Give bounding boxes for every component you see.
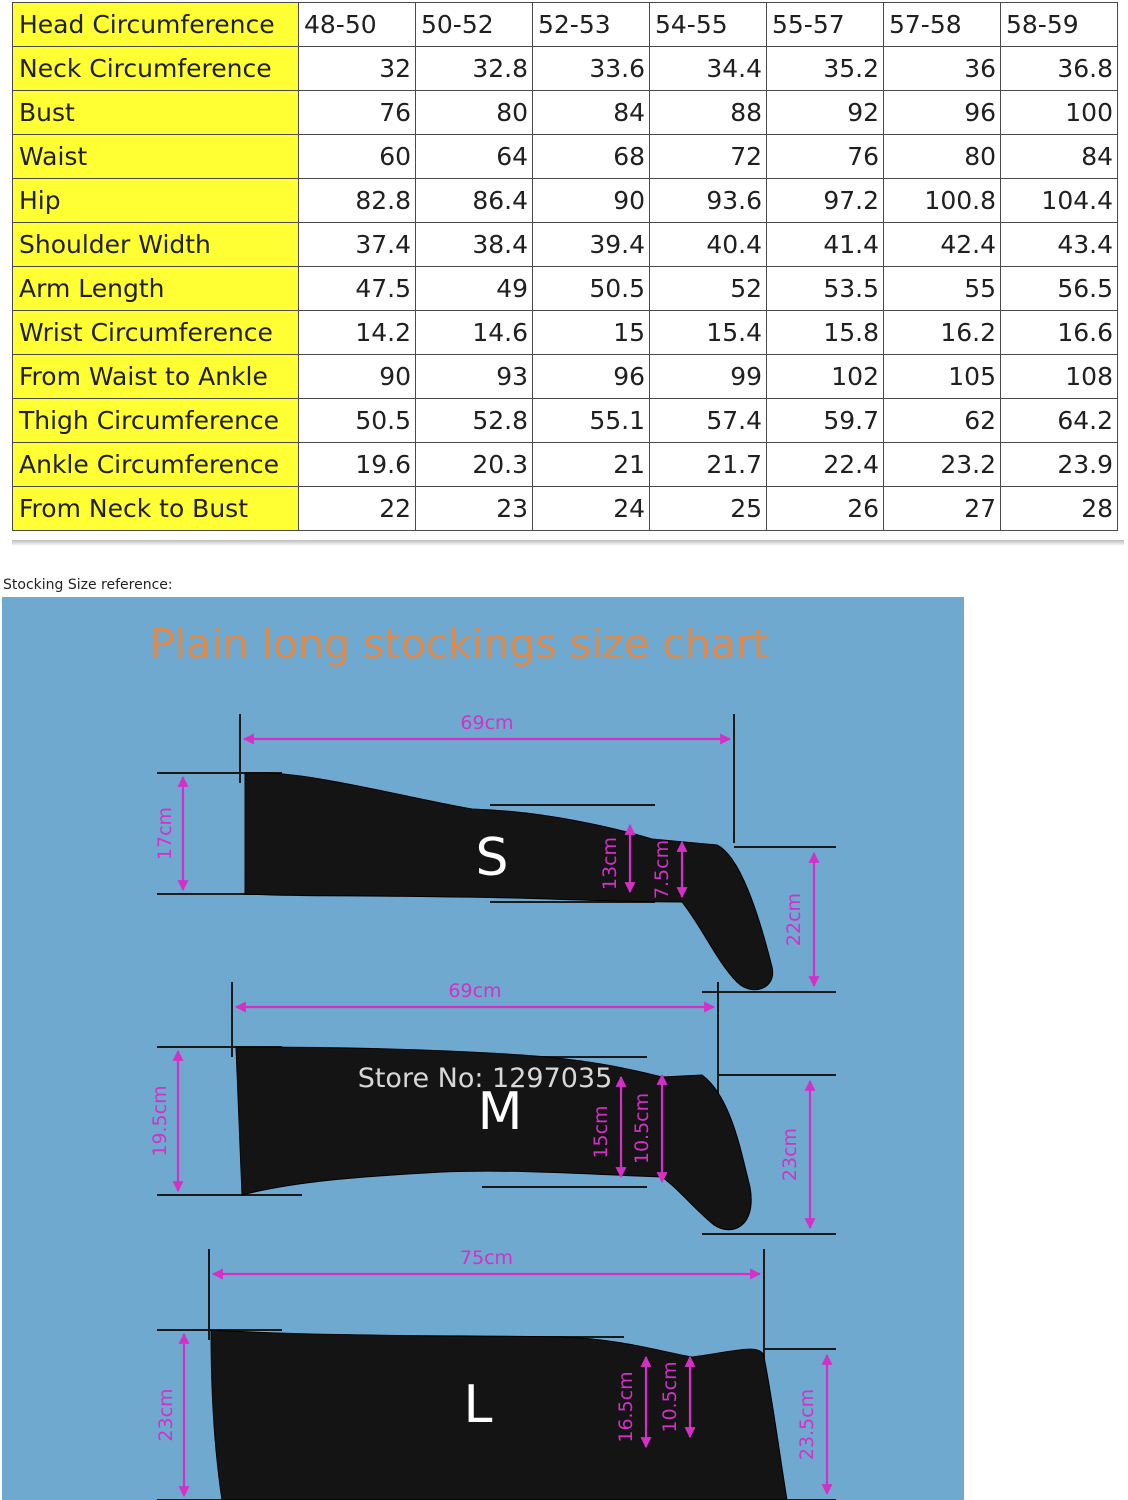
size-header-cell: 48-50	[299, 3, 416, 47]
size-letter: S	[475, 828, 509, 888]
table-cell: 32.8	[416, 47, 533, 91]
stocking-reference-label: Stocking Size reference:	[3, 577, 173, 593]
table-cell: 22	[299, 487, 416, 531]
table-cell: 93.6	[650, 179, 767, 223]
table-cell: 36.8	[1001, 47, 1118, 91]
row-label: Bust	[13, 91, 299, 135]
length-label: 69cm	[460, 712, 514, 734]
table-cell: 20.3	[416, 443, 533, 487]
thigh-width-label: 15cm	[590, 1105, 612, 1159]
table-cell: 24	[533, 487, 650, 531]
row-label: Head Circumference	[13, 3, 299, 47]
table-cell: 21.7	[650, 443, 767, 487]
table-cell: 59.7	[767, 399, 884, 443]
table-cell: 76	[767, 135, 884, 179]
row-label: Shoulder Width	[13, 223, 299, 267]
size-letter: L	[463, 1375, 493, 1435]
length-label: 75cm	[459, 1247, 514, 1269]
ankle-width-label: 7.5cm	[651, 839, 673, 900]
row-label: From Neck to Bust	[13, 487, 299, 531]
table-cell: 55	[884, 267, 1001, 311]
table-row	[13, 223, 1118, 267]
length-label: 69cm	[448, 980, 502, 1002]
table-cell: 15	[533, 311, 650, 355]
table-cell: 84	[533, 91, 650, 135]
table-cell: 25	[650, 487, 767, 531]
table-cell: 93	[416, 355, 533, 399]
top-width-label: 23cm	[155, 1388, 177, 1442]
row-label: From Waist to Ankle	[13, 355, 299, 399]
store-watermark: Store No: 1297035	[357, 1063, 613, 1094]
table-cell: 100	[1001, 91, 1118, 135]
size-letter: M	[477, 1082, 523, 1142]
table-cell: 55.1	[533, 399, 650, 443]
table-cell: 21	[533, 443, 650, 487]
table-cell: 76	[299, 91, 416, 135]
table-cell: 23	[416, 487, 533, 531]
table-cell: 57.4	[650, 399, 767, 443]
ankle-width-label: 10.5cm	[631, 1092, 653, 1165]
table-row	[13, 355, 1118, 399]
table-cell: 64.2	[1001, 399, 1118, 443]
table-cell: 19.6	[299, 443, 416, 487]
table-cell: 84	[1001, 135, 1118, 179]
table-cell: 43.4	[1001, 223, 1118, 267]
table-cell: 96	[884, 91, 1001, 135]
table-cell: 80	[416, 91, 533, 135]
row-label: Thigh Circumference	[13, 399, 299, 443]
ankle-width-label: 10.5cm	[659, 1361, 681, 1433]
table-row	[13, 135, 1118, 179]
table-shadow	[12, 540, 1124, 546]
stocking-diagram	[2, 597, 964, 1500]
table-row	[13, 443, 1118, 487]
table-row	[13, 487, 1118, 531]
row-label: Waist	[13, 135, 299, 179]
table-cell: 108	[1001, 355, 1118, 399]
table-cell: 72	[650, 135, 767, 179]
size-header-cell: 57-58	[884, 3, 1001, 47]
table-cell: 37.4	[299, 223, 416, 267]
top-width-label: 19.5cm	[149, 1085, 171, 1157]
size-header-cell: 54-55	[650, 3, 767, 47]
table-row	[13, 179, 1118, 223]
size-header-cell: 58-59	[1001, 3, 1118, 47]
table-cell: 105	[884, 355, 1001, 399]
table-cell: 62	[884, 399, 1001, 443]
table-cell: 96	[533, 355, 650, 399]
table-cell: 99	[650, 355, 767, 399]
table-cell: 23.9	[1001, 443, 1118, 487]
table-cell: 64	[416, 135, 533, 179]
table-cell: 40.4	[650, 223, 767, 267]
row-label: Ankle Circumference	[13, 443, 299, 487]
table-cell: 86.4	[416, 179, 533, 223]
table-cell: 80	[884, 135, 1001, 179]
table-row	[13, 399, 1118, 443]
table-cell: 28	[1001, 487, 1118, 531]
size-header-cell: 55-57	[767, 3, 884, 47]
table-cell: 52.8	[416, 399, 533, 443]
table-cell: 88	[650, 91, 767, 135]
table-cell: 38.4	[416, 223, 533, 267]
chart-title: Plain long stockings size chart	[150, 620, 769, 668]
table-cell: 53.5	[767, 267, 884, 311]
table-cell: 22.4	[767, 443, 884, 487]
row-label: Arm Length	[13, 267, 299, 311]
table-cell: 16.2	[884, 311, 1001, 355]
table-header-row	[13, 3, 1118, 47]
foot-height-label: 22cm	[783, 892, 805, 947]
thigh-width-label: 16.5cm	[615, 1371, 637, 1443]
table-cell: 14.6	[416, 311, 533, 355]
stocking-l-shape	[211, 1330, 787, 1500]
table-cell: 102	[767, 355, 884, 399]
top-width-label: 17cm	[154, 806, 176, 861]
size-header-cell: 52-53	[533, 3, 650, 47]
table-cell: 56.5	[1001, 267, 1118, 311]
table-cell: 92	[767, 91, 884, 135]
table-cell: 36	[884, 47, 1001, 91]
table-cell: 100.8	[884, 179, 1001, 223]
table-row	[13, 311, 1118, 355]
table-row	[13, 47, 1118, 91]
table-cell: 50.5	[299, 399, 416, 443]
table-cell: 15.4	[650, 311, 767, 355]
table-cell: 34.4	[650, 47, 767, 91]
table-cell: 50.5	[533, 267, 650, 311]
stocking-size-chart	[2, 597, 964, 1500]
table-cell: 16.6	[1001, 311, 1118, 355]
table-cell: 90	[299, 355, 416, 399]
table-cell: 52	[650, 267, 767, 311]
size-table	[12, 2, 1118, 531]
table-cell: 35.2	[767, 47, 884, 91]
table-cell: 82.8	[299, 179, 416, 223]
table-row	[13, 267, 1118, 311]
table-cell: 27	[884, 487, 1001, 531]
thigh-width-label: 13cm	[599, 836, 621, 891]
row-label: Neck Circumference	[13, 47, 299, 91]
table-cell: 41.4	[767, 223, 884, 267]
table-cell: 60	[299, 135, 416, 179]
table-cell: 90	[533, 179, 650, 223]
table-cell: 104.4	[1001, 179, 1118, 223]
row-label: Hip	[13, 179, 299, 223]
table-cell: 42.4	[884, 223, 1001, 267]
table-cell: 49	[416, 267, 533, 311]
table-cell: 15.8	[767, 311, 884, 355]
table-cell: 33.6	[533, 47, 650, 91]
size-header-cell: 50-52	[416, 3, 533, 47]
table-cell: 97.2	[767, 179, 884, 223]
table-row	[13, 91, 1118, 135]
table-cell: 14.2	[299, 311, 416, 355]
foot-height-label: 23.5cm	[796, 1388, 818, 1461]
table-cell: 68	[533, 135, 650, 179]
table-cell: 23.2	[884, 443, 1001, 487]
table-cell: 39.4	[533, 223, 650, 267]
foot-height-label: 23cm	[779, 1127, 801, 1182]
table-cell: 32	[299, 47, 416, 91]
table-cell: 26	[767, 487, 884, 531]
table-cell: 47.5	[299, 267, 416, 311]
row-label: Wrist Circumference	[13, 311, 299, 355]
